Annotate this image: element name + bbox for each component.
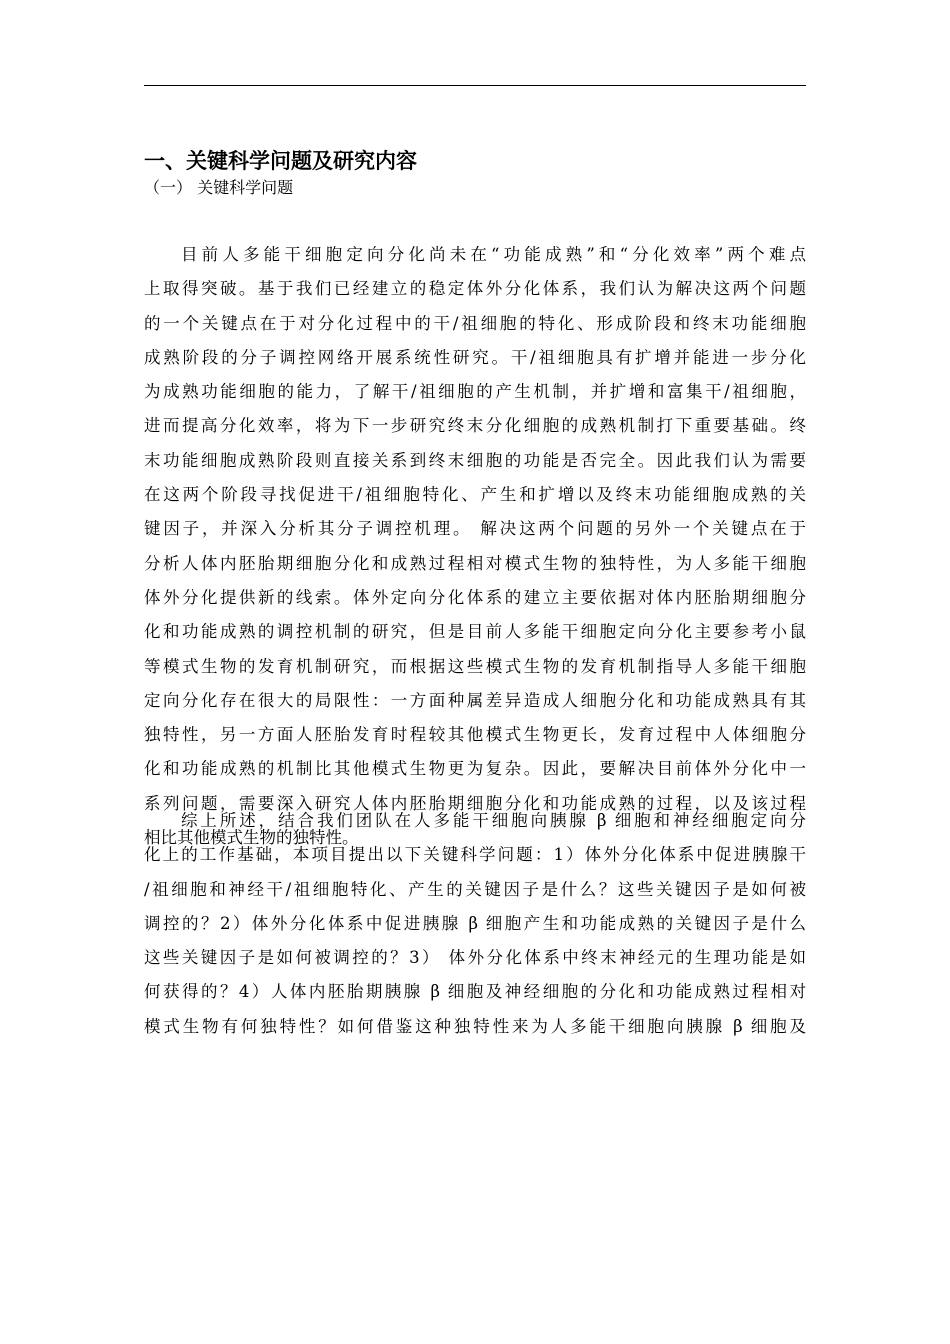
text-line: 末功能细胞成熟阶段则直接关系到终末细胞的功能是否完全。因此我们认为需要 — [144, 450, 806, 470]
text-line: 化上的工作基础，本项目提出以下关键科学问题：1）体外分化体系中促进胰腺干 — [144, 845, 806, 865]
text-line: 成熟阶段的分子调控网络开展系统性研究。干/祖细胞具有扩增并能进一步分化 — [144, 347, 806, 367]
text-line: 模式生物有何独特性？如何借鉴这种独特性来为人多能干细胞向胰腺 β 细胞及 — [144, 1016, 806, 1036]
text-line: 这些关键因子是如何被调控的？3） 体外分化体系中终末神经元的生理功能是如 — [144, 948, 806, 968]
paragraph-2 — [144, 804, 806, 1044]
subsection-heading: （一） 关键科学问题 — [144, 178, 294, 197]
text-line: 的一个关键点在于对分化过程中的干/祖细胞的特化、形成阶段和终末功能细胞 — [144, 313, 806, 333]
text-line: 体外分化提供新的线索。体外定向分化体系的建立主要依据对体内胚胎期细胞分 — [144, 587, 806, 607]
text-line: 在这两个阶段寻找促进干/祖细胞特化、产生和扩增以及终末功能细胞成熟的关 — [144, 485, 806, 505]
text-line: 相比其他模式生物的独特性。 — [144, 828, 359, 848]
text-line: 分析人体内胚胎期细胞分化和成熟过程相对模式生物的独特性，为人多能干细胞 — [144, 553, 806, 573]
text-line: 为成熟功能细胞的能力，了解干/祖细胞的产生机制，并扩增和富集干/祖细胞， — [144, 382, 806, 402]
text-line: 何获得的？4）人体内胚胎期胰腺 β 细胞及神经细胞的分化和功能成熟过程相对 — [144, 982, 806, 1002]
text-line: 独特性，另一方面人胚胎发育时程较其他模式生物更长，发育过程中人体细胞分 — [144, 725, 806, 745]
text-line: 定向分化存在很大的局限性：一方面种属差异造成人细胞分化和功能成熟具有其 — [144, 690, 806, 710]
text-line: 化和功能成熟的机制比其他模式生物更为复杂。因此，要解决目前体外分化中一 — [144, 759, 806, 779]
paragraph-1 — [144, 238, 806, 855]
section-heading: 一、关键科学问题及研究内容 — [144, 149, 417, 173]
header-rule — [144, 85, 806, 86]
text-line: /祖细胞和神经干/祖细胞特化、产生的关键因子是什么？这些关键因子是如何被 — [144, 879, 806, 899]
text-line: 等模式生物的发育机制研究，而根据这些模式生物的发育机制指导人多能干细胞 — [144, 656, 806, 676]
text-line: 化和功能成熟的调控机制的研究，但是目前人多能干细胞定向分化主要参考小鼠 — [144, 622, 806, 642]
text-line: 键因子，并深入分析其分子调控机理。 解决这两个问题的另外一个关键点在于 — [144, 519, 806, 539]
text-line: 上取得突破。基于我们已经建立的稳定体外分化体系，我们认为解决这两个问题 — [144, 279, 806, 299]
text-line: 系列问题，需要深入研究人体内胚胎期细胞分化和功能成熟的过程，以及该过程 — [144, 793, 806, 813]
text-line: 进而提高分化效率，将为下一步研究终末分化细胞的成熟机制打下重要基础。终 — [144, 416, 806, 436]
text-line: 调控的？2）体外分化体系中促进胰腺 β 细胞产生和功能成熟的关键因子是什么 — [144, 913, 806, 933]
text-line: 综上所述，结合我们团队在人多能干细胞向胰腺 β 细胞和神经细胞定向分 — [181, 811, 806, 830]
text-line: 目前人多能干细胞定向分化尚未在“功能成熟”和“分化效率”两个难点 — [181, 245, 806, 264]
